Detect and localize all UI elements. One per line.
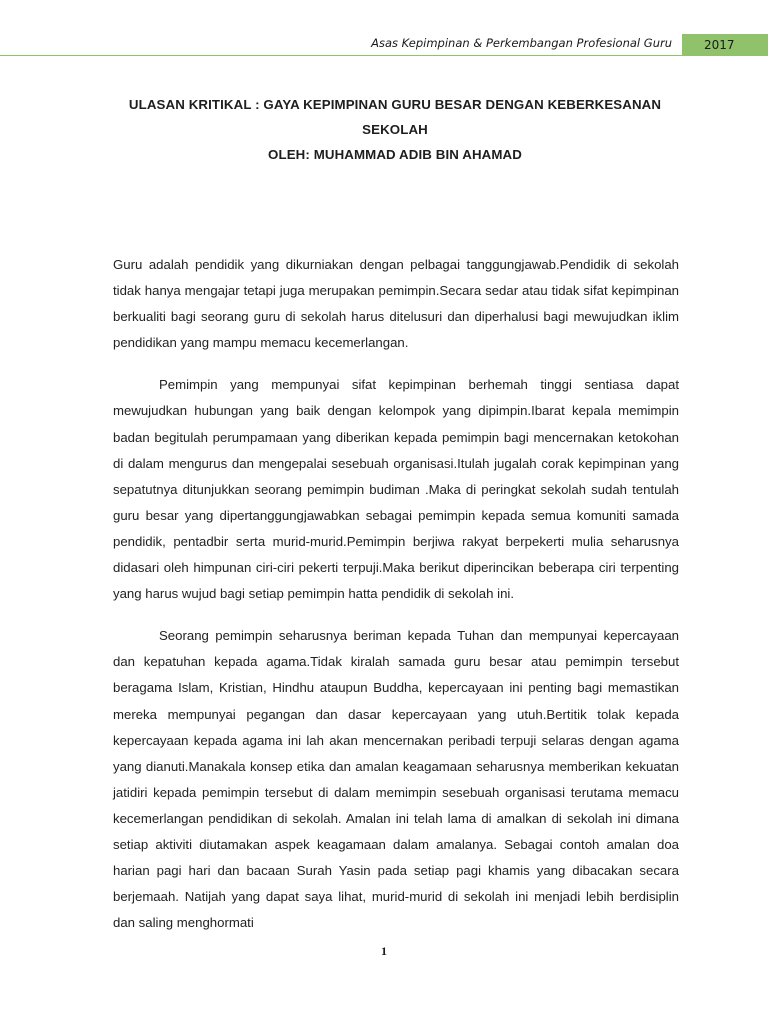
title-line-2: SEKOLAH [362,122,428,137]
document-title-block [110,92,680,167]
page-header [0,34,768,56]
paragraph-2: Pemimpin yang mempunyai sifat kepimpinan berhemah tinggi sentiasa dapat mewujudkan hubungan yang baik dengan kelompok yang dipimpin.Ibarat kepala memimpin badan begitulah perumpamaan yang diberikan kepada pemimpin bagi mencernakan ketokohan di dalam mengurus dan mengepalai sesebuah organisasi.Itulah jugalah corak kepimpinan yang sepatutnya ditunjukkan seorang pemimpin budiman .Maka di peringkat sekolah sudah tentulah guru besar yang dipertanggungjawabkan sebagai pemimpin kepada semua komuniti samada pendidik, pentadbir serta murid-murid.Pemimpin berjiwa rakyat berpekerti mulia seharusnya didasari oleh himpunan ciri-ciri pekerti terpuji.Maka berikut diperincikan beberapa ciri terpenting yang harus wujud bagi setiap pemimpin hatta pendidik di sekolah ini. [113,377,679,602]
paragraph-1: Guru adalah pendidik yang dikurniakan dengan pelbagai tanggungjawab.Pendidik di sekolah tidak hanya mengajar tetapi juga merupakan pemimpin.Secara sedar atau tidak sifat kepimpinan berkualiti bagi seorang guru di sekolah harus ditelusuri dan diperhalusi bagi mewujudkan iklim pendidikan yang mampu memacu kecemerlangan. [113,257,679,351]
title-line-1: ULASAN KRITIKAL : GAYA KEPIMPINAN GURU BESAR DENGAN KEBERKESANAN [128,97,662,112]
paragraph-3: Seorang pemimpin seharusnya beriman kepada Tuhan dan mempunyai kepercayaan dan kepatuhan kepada agama.Tidak kiralah samada guru besar atau pemimpin tersebut beragama Islam, Kristian, Hindhu ataupun Buddha, kepercayaan ini penting bagi memastikan mereka mempunyai pegangan dan dasar kepercayaan yang utuh.Bertitik tolak kepada kepercayaan kepada agama ini lah akan mencernakan peribadi terpuji selaras dengan agama yang dianuti.Manakala konsep etika dan amalan keagamaan seharusnya memberikan kekuatan jatidiri kepada pemimpin tersebut di dalam memimpin sesebuah organisasi terutama memacu kecemerlangan pendidikan di sekolah. Amalan ini telah lama di amalkan di sekolah ini dimana setiap aktiviti diutamakan aspek keagamaan dalam amalanya. Sebagai contoh amalan doa harian pagi hari dan bacaan Surah Yasin pada setiap pagi khamis yang dibacakan secara berjemaah. Natijah yang dapat saya lihat, murid-murid di sekolah ini menjadi lebih berdisiplin dan saling menghormati [113,628,679,931]
header-rule [0,55,682,56]
body-text [113,252,679,952]
author-line: OLEH: MUHAMMAD ADIB BIN AHAMAD [268,147,522,162]
header-year-badge: 2017 [682,34,768,56]
page-number: 1 [381,944,387,958]
header-title: Asas Kepimpinan & Perkembangan Profesional Guru [371,36,672,50]
